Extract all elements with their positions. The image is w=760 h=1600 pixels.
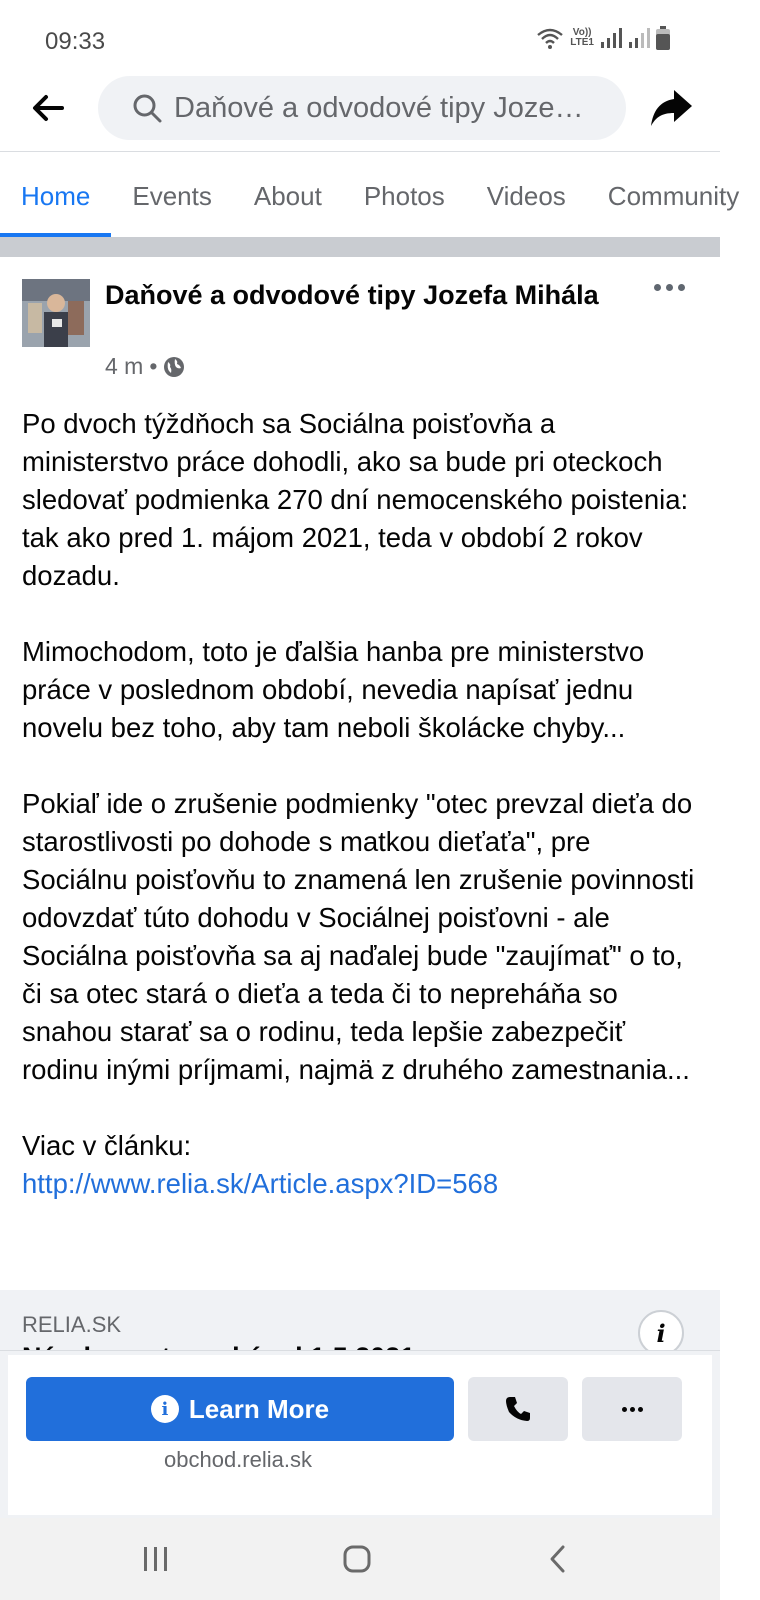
- avatar[interactable]: [22, 279, 90, 347]
- tab-videos[interactable]: Videos: [486, 181, 566, 211]
- call-button[interactable]: [468, 1377, 568, 1441]
- system-navigation-bar: [0, 1518, 720, 1600]
- tab-community[interactable]: Community: [607, 181, 740, 211]
- post-body: [22, 405, 702, 1203]
- tab-about[interactable]: About: [253, 181, 322, 211]
- post-meta: [105, 353, 185, 380]
- back-arrow-icon: [32, 94, 64, 122]
- tab-events[interactable]: Events: [132, 181, 212, 211]
- share-button[interactable]: [648, 84, 696, 132]
- cta-domain: obchod.relia.sk: [164, 1447, 312, 1472]
- back-chevron-icon: [543, 1544, 573, 1574]
- post-time[interactable]: 4 m: [105, 353, 144, 379]
- tab-home[interactable]: Home: [0, 153, 111, 237]
- wifi-icon: [536, 26, 564, 50]
- search-icon: [132, 93, 162, 123]
- home-button[interactable]: [327, 1536, 387, 1582]
- share-arrow-icon: [648, 84, 696, 132]
- post-article-ref: [22, 1127, 702, 1203]
- post-paragraph: Pokiaľ ide o zrušenie podmienky "otec prevzal dieťa do starostlivosti po dohode s matkou dieťaťa", pre Sociálnu poisťovňu to znamená len zrušenie povinnosti odovzdať túto dohodu v Sociálnej poisťovni - ale Sociálna poisťovňa sa aj naďalej bude "zaujímať" o to, či sa otec stará o dieťa a teda či to nepreháňa so snahou starať sa o rodinu, teda lepšie zabezpečiť rodinu inými príjmami, najmä z druhého zamestnania...: [22, 788, 695, 1085]
- search-header: [0, 72, 720, 152]
- back-button[interactable]: [26, 86, 70, 130]
- meta-separator: •: [149, 353, 158, 379]
- recent-apps-button[interactable]: [126, 1536, 186, 1582]
- lte-indicator: Vo)) LTE1: [570, 27, 594, 48]
- recent-apps-icon: [141, 1544, 171, 1574]
- cta-panel: [0, 1350, 720, 1518]
- post-paragraph: Po dvoch týždňoch sa Sociálna poisťovňa a ministerstvo práce dohodli, ako sa bude pri oteckoch sledovať podmienka 270 dní nemocenského poistenia: tak ako pred 1. májom 2021, teda v období 2 rokov dozadu.: [22, 408, 689, 591]
- status-time: 09:33: [45, 28, 106, 55]
- section-divider: [0, 237, 720, 257]
- preview-domain: RELIA.SK: [22, 1312, 122, 1337]
- post-options-button[interactable]: [654, 277, 690, 297]
- cta-inner: [8, 1355, 712, 1515]
- post-paragraph: Mimochodom, toto je ďalšia hanba pre ministerstvo práce v poslednom období, nevedia napísať jednu novelu bez toho, aby tam neboli školácke chyby...: [22, 636, 645, 743]
- home-icon: [342, 1544, 372, 1574]
- battery-icon: [656, 26, 670, 50]
- globe-icon: [163, 356, 185, 378]
- signal-icon-2: [628, 27, 650, 49]
- phone-icon: [504, 1395, 532, 1423]
- status-icons: [536, 26, 670, 50]
- signal-icon: [600, 27, 622, 49]
- search-input[interactable]: [98, 76, 626, 140]
- page-tabs: [0, 153, 740, 237]
- status-bar: [0, 0, 720, 72]
- search-query: Daňové a odvodové tipy Joze…: [174, 91, 584, 124]
- link-preview[interactable]: [0, 1290, 720, 1350]
- tab-photos[interactable]: Photos: [363, 181, 445, 211]
- avatar-photo: [22, 279, 90, 347]
- info-icon[interactable]: i: [638, 1310, 684, 1356]
- back-nav-button[interactable]: [528, 1536, 588, 1582]
- more-options-button[interactable]: [582, 1377, 682, 1441]
- post-link[interactable]: http://www.relia.sk/Article.aspx?ID=568: [22, 1168, 499, 1199]
- post-author[interactable]: Daňové a odvodové tipy Jozefa Mihála: [105, 280, 599, 310]
- more-label: Viac v článku:: [22, 1130, 192, 1161]
- learn-more-button[interactable]: [26, 1377, 454, 1441]
- info-icon: i: [151, 1395, 179, 1423]
- learn-more-label: Learn More: [188, 1393, 330, 1424]
